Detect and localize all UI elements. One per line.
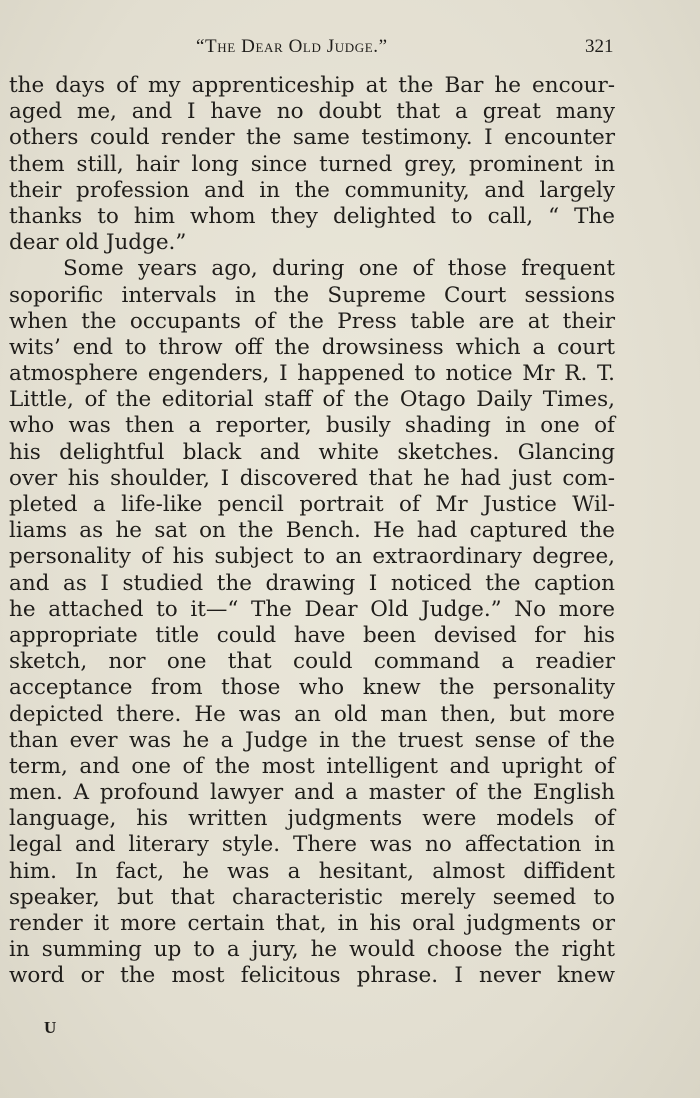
text-line: them still, hair long since turned grey, prominent in (9, 151, 615, 177)
text-line: when the occupants of the Press table are at their (9, 308, 615, 334)
text-line: who was then a reporter, busily shading in one of (9, 413, 615, 439)
text-line: his delightful black and white sketches. Glancing (9, 439, 615, 465)
body-text (9, 73, 615, 990)
text-line: wits’ end to throw off the drowsiness which a court (9, 334, 615, 360)
text-line: acceptance from those who knew the personality (9, 675, 615, 701)
text-line: liams as he sat on the Bench. He had captured the (9, 518, 615, 544)
text-line: term, and one of the most intelligent and upright of (9, 753, 615, 779)
paragraph-2 (9, 256, 615, 989)
text-line: word or the most felicitous phrase. I never knew (9, 963, 615, 989)
page-number: 321 (585, 36, 614, 57)
text-line: sketch, nor one that could command a readier (9, 649, 615, 675)
text-line: Little, of the editorial staff of the Otago Daily Times, (9, 387, 615, 413)
text-line: pleted a life-like pencil portrait of Mr Justice Wil- (9, 492, 615, 517)
text-line: their profession and in the community, and largely (9, 177, 615, 203)
text-line: aged me, and I have no doubt that a great many (9, 99, 615, 125)
text-line: than ever was he a Judge in the truest sense of the (9, 727, 615, 753)
text-line: language, his written judgments were models of (9, 806, 615, 832)
text-line: depicted there. He was an old man then, but more (9, 701, 615, 727)
text-line: Some years ago, during one of those frequent (63, 256, 615, 282)
running-head (0, 36, 700, 62)
text-line: in summing up to a jury, he would choose the right (9, 937, 615, 963)
text-line: legal and literary style. There was no affectation in (9, 832, 615, 858)
text-line: personality of his subject to an extraordinary degree, (9, 544, 615, 570)
text-line: dear old Judge.” (9, 230, 187, 256)
text-line: appropriate title could have been devised for his (9, 622, 615, 648)
text-line: soporific intervals in the Supreme Court sessions (9, 282, 615, 308)
text-line: he attached to it—“ The Dear Old Judge.” No more (9, 596, 615, 622)
text-line: the days of my apprenticeship at the Bar he encour- (9, 73, 615, 98)
signature-mark: U (44, 1018, 57, 1037)
paragraph-1 (9, 73, 615, 256)
text-line: him. In fact, he was a hesitant, almost diffident (9, 858, 615, 884)
text-line: over his shoulder, I discovered that he had just com- (9, 465, 615, 491)
text-line: speaker, but that characteristic merely seemed to (9, 884, 615, 910)
text-line: others could render the same testimony. I encounter (9, 125, 615, 151)
text-line: thanks to him whom they delighted to call, “ The (9, 203, 615, 229)
text-line: men. A profound lawyer and a master of the English (9, 780, 615, 806)
text-line: atmosphere engenders, I happened to notice Mr R. T. (9, 361, 615, 387)
running-title: “The Dear Old Judge.” (196, 36, 388, 57)
text-line: and as I studied the drawing I noticed the caption (9, 570, 615, 596)
text-line: render it more certain that, in his oral judgments or (9, 911, 615, 936)
